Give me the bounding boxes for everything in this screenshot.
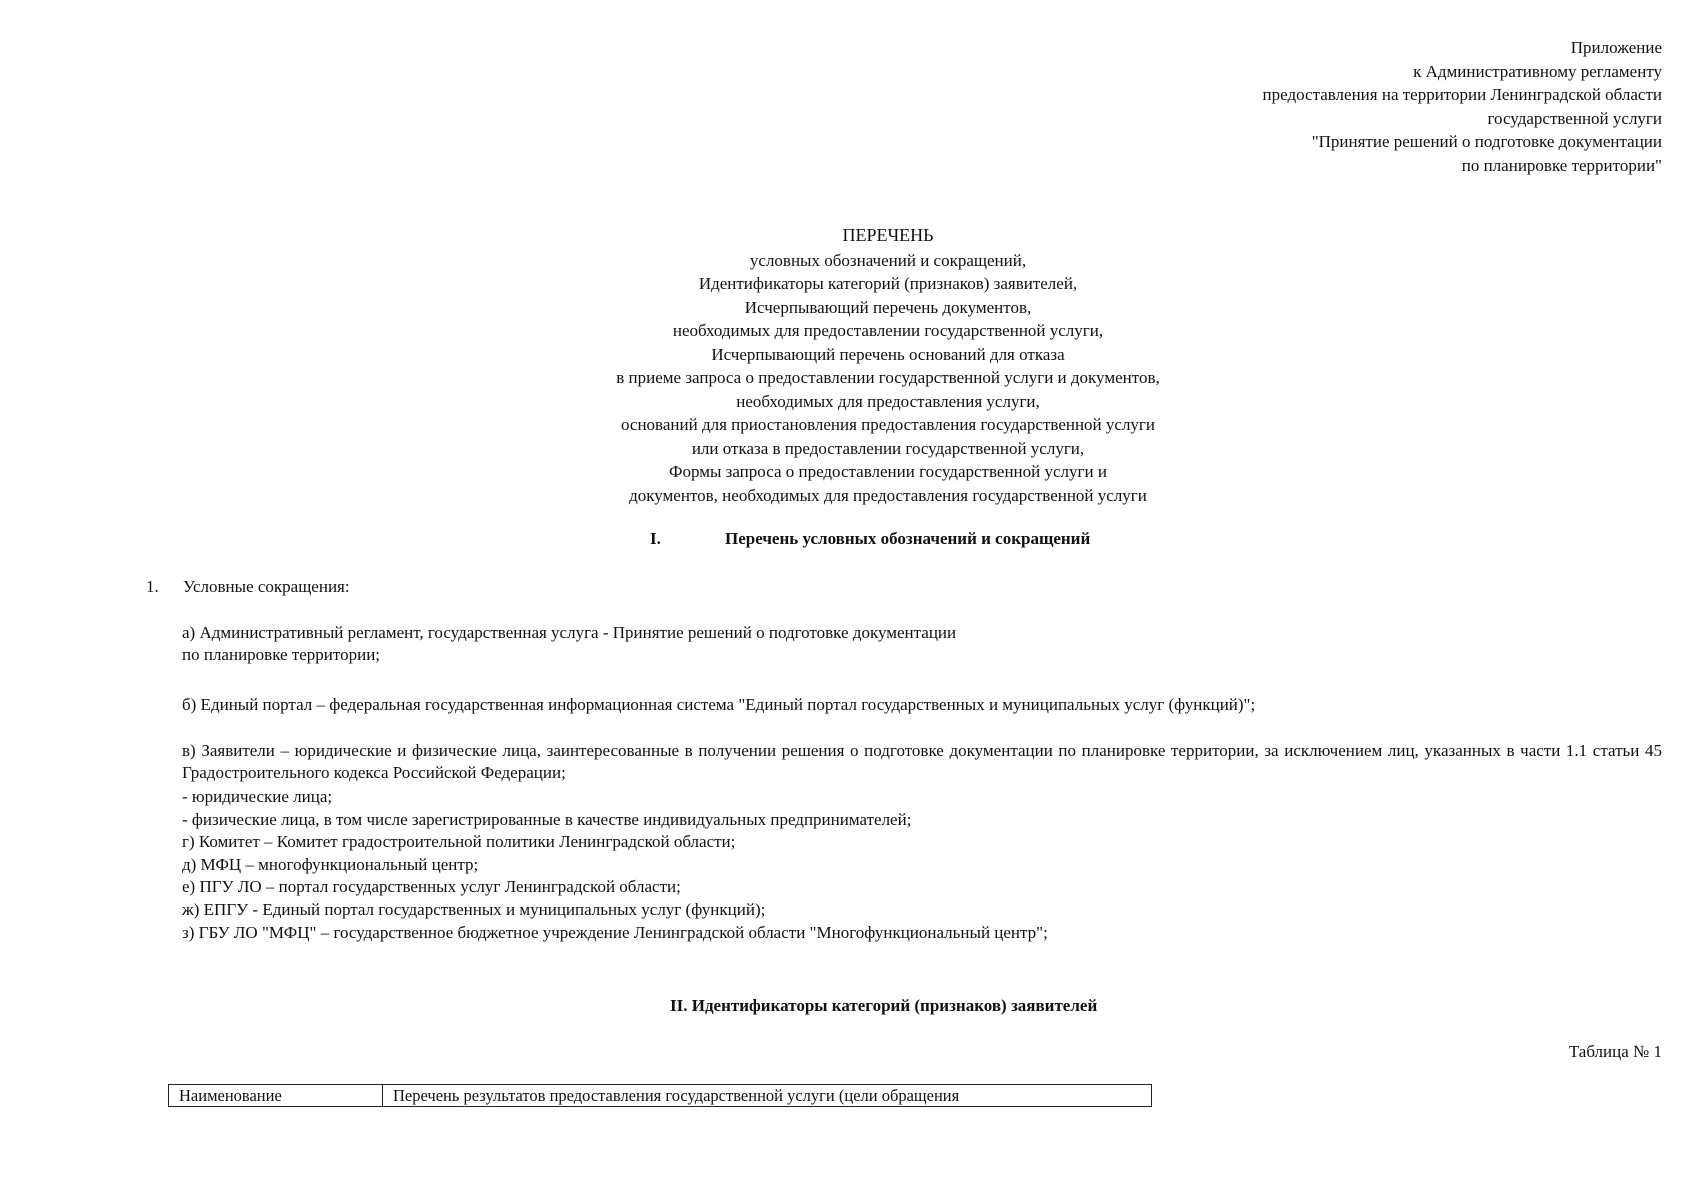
item-a-line-1: а) Административный регламент, государственная услуга - Принятие решений о подготовке документации: [182, 623, 957, 642]
table-header-cell: Перечень результатов предоставления государственной услуги (цели обращения: [393, 1086, 960, 1105]
title-line: Формы запроса о предоставлении государственной услуги и: [669, 462, 1107, 481]
title-line: или отказа в предоставлении государственной услуги,: [691, 438, 1085, 458]
section-1-title: Перечень условных обозначений и сокращений: [725, 529, 1091, 548]
title-line: необходимых для предоставления услуги,: [736, 391, 1040, 411]
title-line: условных обозначений и сокращений,: [749, 250, 1027, 270]
appendix-header: [1263, 36, 1662, 177]
section-1-number: I.: [650, 529, 661, 548]
title-line: Исчерпывающий перечень документов,: [744, 297, 1032, 317]
list-item: е) ПГУ ЛО – портал государственных услуг Ленинградской области;: [182, 877, 681, 897]
list-item: ж) ЕПГУ - Единый портал государственных и муниципальных услуг (функций);: [182, 899, 766, 919]
list-number: 1.: [146, 577, 159, 596]
list-item: - физические лица, в том числе зарегистрированные в качестве индивидуальных предпринимателей;: [182, 809, 912, 829]
item-v: в) Заявители – юридические и физические лица, заинтересованные в получении решения о подготовке документации по планировке территории, за исключением лиц, указанных в части 1.1 статьи 45 Градостроительного кодекса Российской Федерации;: [182, 741, 1662, 782]
document-title: ПЕРЕЧЕНЬ: [842, 225, 934, 245]
item-a-line-2: по планировке территории;: [182, 645, 381, 664]
table-header-cell: Наименование: [169, 1085, 383, 1106]
list-item: д) МФЦ – многофункциональный центр;: [182, 854, 479, 874]
title-line: Идентификаторы категорий (признаков) заявителей,: [698, 274, 1078, 293]
appendix-line: предоставления на территории Ленинградской области: [1262, 85, 1662, 104]
item-b: б) Единый портал – федеральная государственная информационная система "Единый портал государственных и муниципальных услуг (функций)";: [182, 695, 1256, 714]
appendix-line: государственной услуги: [1487, 108, 1662, 128]
title-line: документов, необходимых для предоставления государственной услуги: [629, 485, 1147, 505]
document-title-block: [0, 224, 1698, 507]
title-line: Исчерпывающий перечень оснований для отказа: [711, 344, 1065, 364]
applicant-categories-table: [168, 1084, 1152, 1107]
list-item: - юридические лица;: [182, 787, 333, 806]
table-caption: Таблица № 1: [1568, 1042, 1662, 1061]
title-line: в приеме запроса о предоставлении государственной услуги и документов,: [616, 368, 1160, 387]
list-heading: Условные сокращения:: [183, 577, 350, 596]
appendix-line: по планировке территории": [1461, 155, 1662, 175]
section-2-title: II. Идентификаторы категорий (признаков) заявителей: [670, 996, 1098, 1015]
title-line: необходимых для предоставлении государственной услуги,: [672, 321, 1104, 340]
appendix-line: к Административному регламенту: [1413, 61, 1662, 81]
appendix-line: "Принятие решений о подготовке документации: [1311, 132, 1662, 151]
item-a: [182, 622, 956, 666]
title-line: оснований для приостановления предоставления государственной услуги: [620, 415, 1156, 434]
list-item: г) Комитет – Комитет градостроительной политики Ленинградской области;: [182, 832, 736, 852]
appendix-line: Приложение: [1570, 38, 1662, 57]
abbreviation-list: [182, 786, 1048, 944]
list-item: з) ГБУ ЛО "МФЦ" – государственное бюджетное учреждение Ленинградской области "Многофункциональный центр";: [182, 922, 1048, 942]
